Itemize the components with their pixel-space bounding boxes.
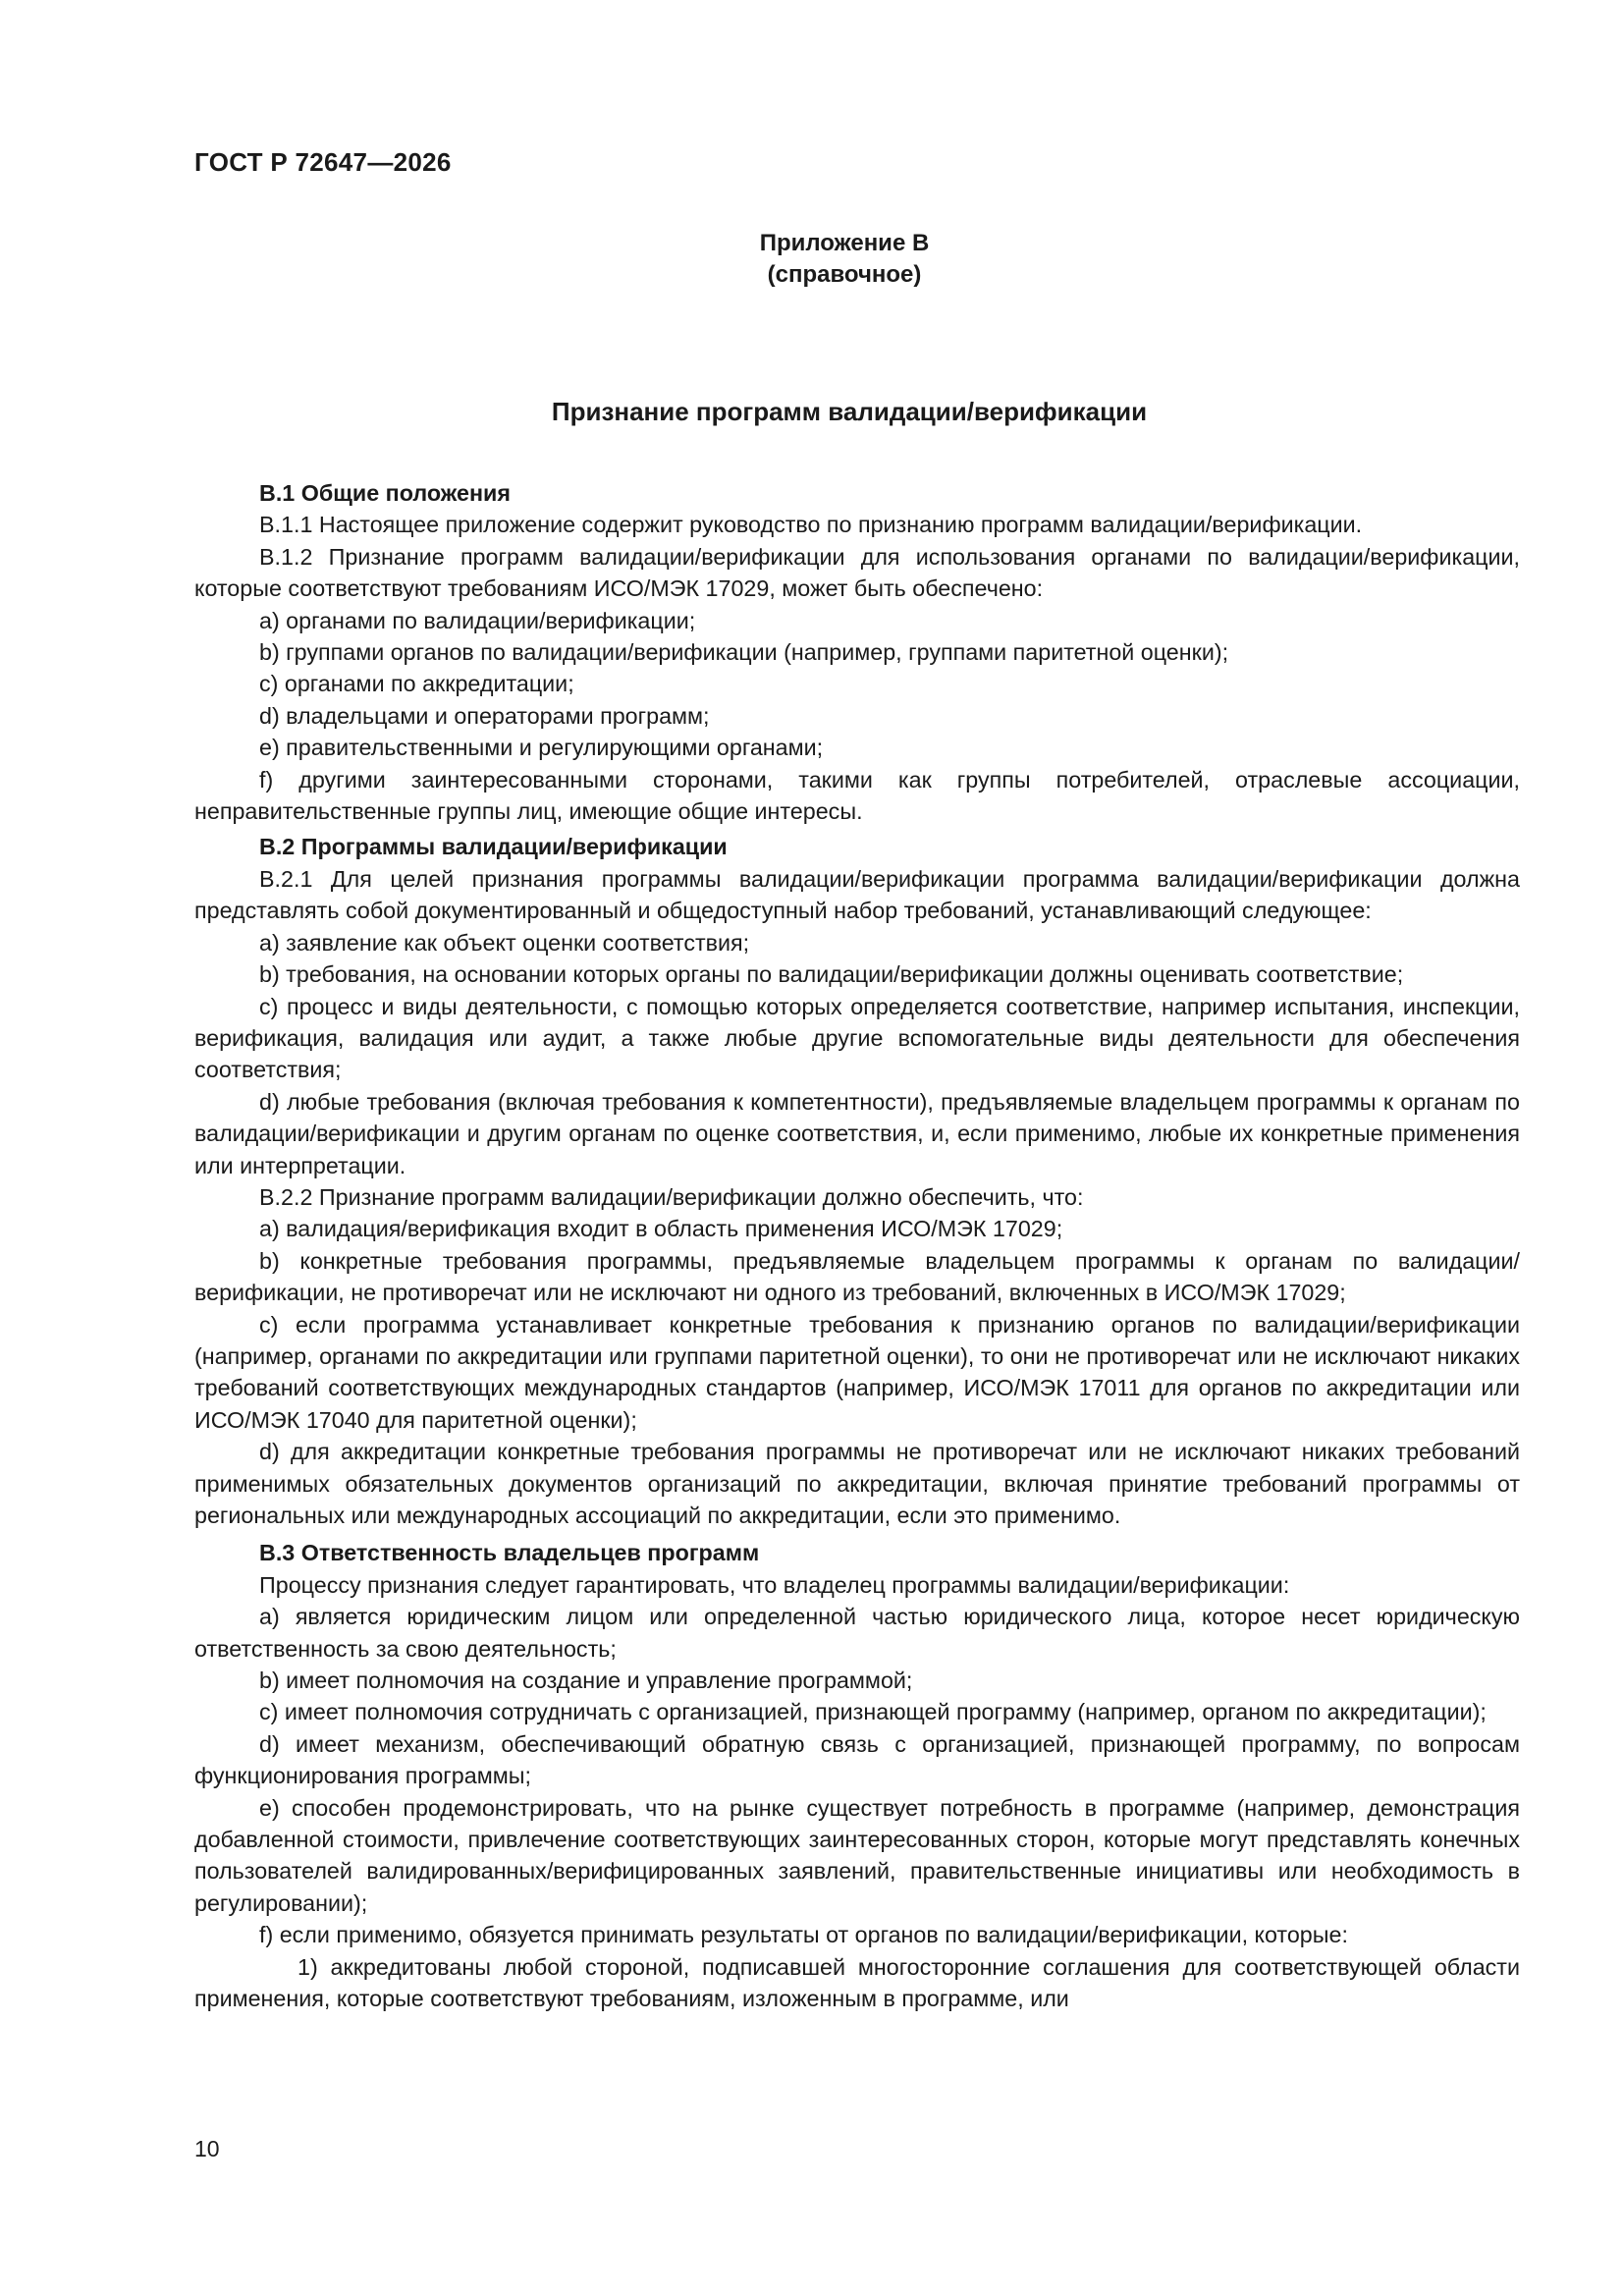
appendix-title: Признание программ валидации/верификации — [551, 397, 1148, 426]
list-item: e) правительственными и регулирующими органами; — [259, 735, 824, 761]
list-item: a) органами по валидации/верификации; — [259, 607, 696, 633]
list-item: c) процесс и виды деятельности, с помощью которых определяется соответствие, например испытания, инспекции, верификация, валидация или аудит, а также любые другие вспомогательные виды деятельности для обеспечения соответствия; — [194, 993, 1520, 1083]
document-body — [194, 477, 1520, 2015]
list-item: b) группами органов по валидации/верификации (например, группами паритетной оценки); — [259, 639, 1229, 666]
paragraph: В.1.2 Признание программ валидации/верификации для использования органами по валидации/верификации, которые соответствуют требованиям ИСО/МЭК 17029, может быть обеспечено: — [194, 543, 1520, 602]
list-item: c) имеет полномочия сотрудничать с организацией, признающей программу (например, органом по аккредитации); — [259, 1699, 1487, 1725]
list-item: a) валидация/верификация входит в область применения ИСО/МЭК 17029; — [259, 1216, 1063, 1242]
appendix-label: Приложение В — [759, 230, 930, 256]
list-item: d) для аккредитации конкретные требования программы не противоречат или не исключают никаких требований применимых обязательных документов организаций по аккредитации, включая принятие требований программы от региональных или международных ассоциаций по аккредитации, если это применимо. — [194, 1439, 1520, 1528]
section-heading: В.2 Программы валидации/верификации — [259, 834, 728, 860]
list-item: a) заявление как объект оценки соответствия; — [259, 929, 750, 956]
list-item: b) конкретные требования программы, предъявляемые владельцем программы к органам по валидации/верификации, не противоречат или не исключают ни одного из требований, включенных в ИСО/МЭК 17029; — [194, 1247, 1520, 1306]
paragraph: В.1.1 Настоящее приложение содержит руководство по признанию программ валидации/верификации. — [259, 512, 1363, 538]
list-item: d) владельцами и операторами программ; — [259, 702, 710, 729]
appendix-type: (справочное) — [767, 261, 922, 288]
sub-list-item: 1) аккредитованы любой стороной, подписавшей многосторонние соглашения для соответствующей области применения, которые соответствуют требованиям, изложенным в программе, или — [194, 1953, 1520, 2012]
list-item: e) способен продемонстрировать, что на рынке существует потребность в программе (например, демонстрация добавленной стоимости, привлечение соответствующих заинтересованных сторон, которые могут представлять конечных пользователей валидированных/верифицированных заявлений, правительственные инициативы или необходимость в регулировании); — [194, 1794, 1520, 1916]
list-item: c) если программа устанавливает конкретные требования к признанию органов по валидации/верификации (например, органами по аккредитации или группами паритетной оценки), то они не противоречат или не исключают никаких требований соответствующих международных стандартов (например, ИСО/МЭК 17011 для органов по аккредитации или ИСО/МЭК 17040 для паритетной оценки); — [194, 1311, 1520, 1433]
list-item: b) имеет полномочия на создание и управление программой; — [259, 1667, 913, 1694]
paragraph: Процессу признания следует гарантировать, что владелец программы валидации/верификации: — [259, 1571, 1290, 1598]
appendix-heading — [550, 228, 1139, 291]
paragraph: В.2.2 Признание программ валидации/верификации должно обеспечить, что: — [259, 1183, 1084, 1210]
section-heading: В.1 Общие положения — [259, 480, 511, 506]
paragraph: В.2.1 Для целей признания программы валидации/верификации программа валидации/верификации должна представлять собой документированный и общедоступный набор требований, устанавливающий следующее: — [194, 865, 1520, 924]
document-code-header: ГОСТ Р 72647—2026 — [194, 147, 452, 177]
list-item: f) если применимо, обязуется принимать результаты от органов по валидации/верификации, которые: — [259, 1922, 1348, 1948]
list-item: a) является юридическим лицом или определенной частью юридического лица, которое несет юридическую ответственность за свою деятельность; — [194, 1604, 1520, 1662]
list-item: d) любые требования (включая требования к компетентности), предъявляемые владельцем программы к органам по валидации/верификации и другим органам по оценке соответствия, и, если применимо, любые их конкретные применения или интерпретации. — [194, 1088, 1520, 1178]
list-item: f) другими заинтересованными сторонами, такими как группы потребителей, отраслевые ассоциации, неправительственные группы лиц, имеющие общие интересы. — [194, 766, 1520, 825]
section-heading: В.3 Ответственность владельцев программ — [259, 1540, 760, 1566]
list-item: d) имеет механизм, обеспечивающий обратную связь с организацией, признающей программу, по вопросам функционирования программы; — [194, 1730, 1520, 1789]
page-number: 10 — [194, 2136, 220, 2161]
list-item: c) органами по аккредитации; — [259, 671, 574, 697]
list-item: b) требования, на основании которых органы по валидации/верификации должны оценивать соответствие; — [259, 961, 1404, 988]
